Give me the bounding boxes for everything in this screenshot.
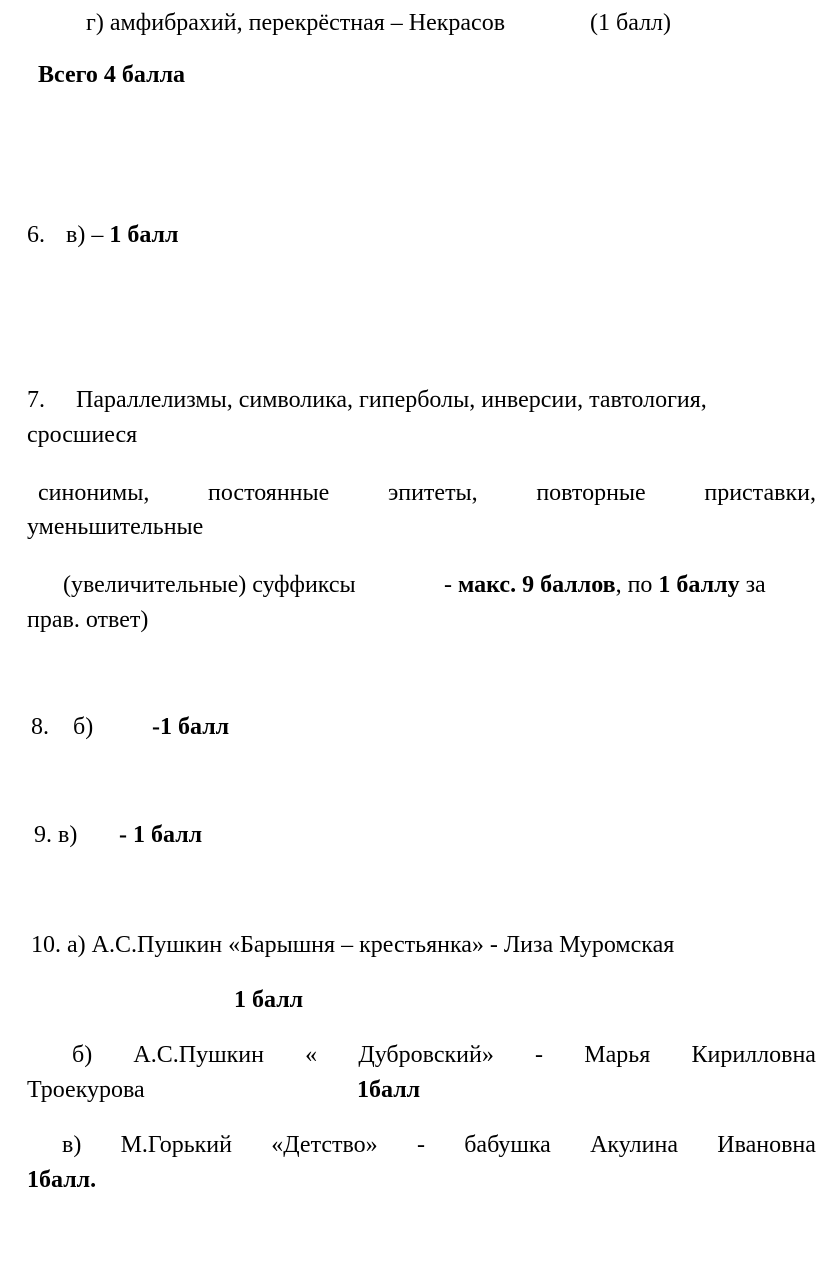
q7-per-answer: 1 баллу [658,572,740,598]
q10-b-word: - [535,1042,544,1068]
q7-word: эпитеты, [387,480,478,506]
q5-answer-g [86,8,505,38]
q6-score: 1 балл [109,222,179,248]
q6-answer [66,220,178,250]
q10-b-word: Марья [584,1042,651,1068]
q7-line5-start: (увеличительные) суффиксы [63,572,356,598]
q7-line4: уменьшительные [27,514,204,540]
q10-b-word: А.С.Пушкин [133,1042,264,1068]
q10-v-word: в) [62,1132,82,1158]
q10-v-word: - [416,1132,425,1158]
q6-number: 6. [27,222,45,248]
q10-score-v: 1балл. [27,1167,97,1193]
q5-answer-g-score: (1 балл) [590,10,672,36]
q7-number: 7. [27,387,45,413]
q7-line2: сросшиеся [27,422,138,448]
q10-v-word: Акулина [590,1132,678,1158]
q7-word: повторные [536,480,646,506]
q10-b-word: Кирилловна [691,1042,816,1068]
q10-line-v [62,1130,816,1160]
q10-b-word: Дубровский» [358,1042,494,1068]
q9-score: - 1 балл [119,822,203,848]
q10-score-a: 1 балл [234,987,304,1013]
q5-total: Всего 4 балла [38,62,186,88]
q7-word: постоянные [207,480,330,506]
q10-line-a: 10. а) А.С.Пушкин «Барышня – крестьянка» - Лиза Муромская [31,932,675,958]
q10-score-b: 1балл [357,1077,421,1103]
q10-b-word: « [305,1042,318,1068]
q10-line-b [72,1040,816,1070]
q10-v-word: бабушка [464,1132,551,1158]
q8-score: -1 балл [152,714,230,740]
q7-dash: - [444,572,452,598]
q8-number: 8. [31,714,49,740]
q7-line3 [38,478,816,508]
q7-word: приставки, [704,480,816,506]
q5-answer-g-text: г) амфибрахий, перекрёстная – Некрасов [86,10,506,36]
q10-line-b2: Троекурова [27,1077,145,1103]
q7-for: за [745,572,766,598]
q10-v-word: «Детство» [271,1132,378,1158]
q10-v-word: М.Горький [120,1132,232,1158]
q7-max-score: макс. 9 баллов [458,572,616,598]
q7-line1: Параллелизмы, символика, гиперболы, инверсии, тавтология, [76,387,707,413]
q8-answer: б) [73,714,94,740]
q7-line6: прав. ответ) [27,607,149,633]
q9-number: 9. в) [34,822,78,848]
q7-comma: , по [615,572,653,598]
q6-answer-text: в) – [66,222,104,248]
q7-line5-end [444,570,766,600]
q10-v-word: Ивановна [717,1132,816,1158]
q10-b-word: б) [72,1042,93,1068]
q7-word: синонимы, [38,480,150,506]
